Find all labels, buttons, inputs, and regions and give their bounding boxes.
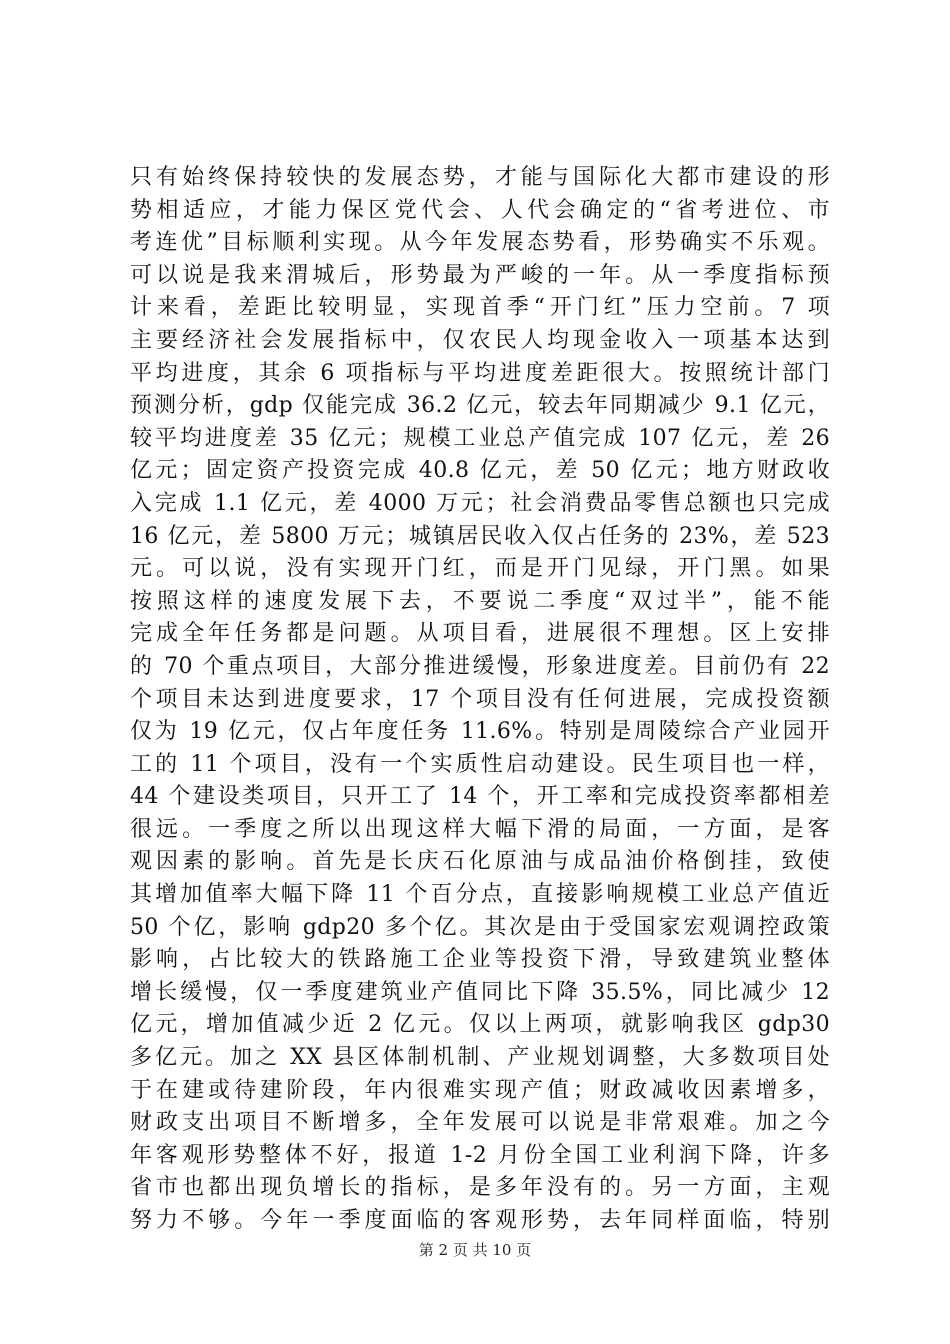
text-line: 年客观形势整体不好，报道 1-2 月份全国工业利润下降，许多: [130, 1142, 830, 1168]
text-line: 很远。一季度之所以出现这样大幅下滑的局面，一方面，是客: [130, 816, 830, 842]
text-line: 势相适应，才能力保区党代会、人代会确定的“省考进位、市: [130, 197, 830, 223]
text-line: 元。可以说，没有实现开门红，而是开门见绿，开门黑。如果: [130, 556, 830, 582]
text-line: 增长缓慢，仅一季度建筑业产值同比下降 35.5%，同比减少 12: [130, 979, 830, 1005]
text-line: 观因素的影响。首先是长庆石化原油与成品油价格倒挂，致使: [130, 849, 830, 875]
text-line: 平均进度，其余 6 项指标与平均进度差距很大。按照统计部门: [130, 360, 830, 386]
text-line: 仅为 19 亿元，仅占年度任务 11.6%。特别是周陵综合产业园开: [130, 719, 830, 745]
text-line: 考连优”目标顺利实现。从今年发展态势看，形势确实不乐观。: [130, 230, 830, 256]
text-line: 多亿元。加之 XX 县区体制机制、产业规划调整，大多数项目处: [130, 1045, 830, 1071]
text-line: 可以说是我来渭城后，形势最为严峻的一年。从一季度指标预: [130, 262, 830, 288]
text-line: 影响，占比较大的铁路施工企业等投资下滑，导致建筑业整体: [130, 947, 830, 973]
text-line: 工的 11 个项目，没有一个实质性启动建设。民生项目也一样，: [130, 751, 830, 777]
text-line: 44 个建设类项目，只开工了 14 个，开工率和完成投资率都相差: [130, 784, 830, 810]
text-line: 50 个亿，影响 gdp20 多个亿。其次是由于受国家宏观调控政策: [130, 914, 830, 940]
text-line: 的 70 个重点项目，大部分推进缓慢，形象进度差。目前仍有 22: [130, 653, 830, 679]
text-line: 较平均进度差 35 亿元；规模工业总产值完成 107 亿元，差 26: [130, 425, 830, 451]
document-body: [130, 162, 830, 1238]
text-line: 完成全年任务都是问题。从项目看，进展很不理想。区上安排: [130, 621, 830, 647]
text-line: 按照这样的速度发展下去，不要说二季度“双过半”，能不能: [130, 588, 830, 614]
page-number-label: 第 2 页 共 10 页: [418, 1241, 532, 1259]
text-line: 财政支出项目不断增多，全年发展可以说是非常艰难。加之今: [130, 1110, 830, 1136]
text-line: 省市也都出现负增长的指标，是多年没有的。另一方面，主观: [130, 1175, 830, 1201]
text-line: 努力不够。今年一季度面临的客观形势，去年同样面临，特别: [130, 1208, 830, 1233]
text-line: 亿元，增加值减少近 2 亿元。仅以上两项，就影响我区 gdp30: [130, 1012, 830, 1038]
text-line: 主要经济社会发展指标中，仅农民人均现金收入一项基本达到: [130, 327, 830, 353]
page-footer: [0, 1240, 950, 1260]
text-line: 个项目未达到进度要求，17 个项目没有任何进展，完成投资额: [130, 686, 830, 712]
text-line: 于在建或待建阶段，年内很难实现产值；财政减收因素增多，: [130, 1077, 830, 1103]
text-line: 计来看，差距比较明显，实现首季“开门红”压力空前。7 项: [130, 295, 830, 321]
text-line: 亿元；固定资产投资完成 40.8 亿元，差 50 亿元；地方财政收: [130, 458, 830, 484]
text-line: 16 亿元，差 5800 万元；城镇居民收入仅占任务的 23%，差 523: [130, 523, 830, 549]
text-line: 只有始终保持较快的发展态势，才能与国际化大都市建设的形: [130, 165, 830, 190]
text-line: 入完成 1.1 亿元，差 4000 万元；社会消费品零售总额也只完成: [130, 490, 830, 516]
text-line: 其增加值率大幅下降 11 个百分点，直接影响规模工业总产值近: [130, 882, 830, 908]
text-line: 预测分析，gdp 仅能完成 36.2 亿元，较去年同期减少 9.1 亿元，: [130, 393, 830, 419]
